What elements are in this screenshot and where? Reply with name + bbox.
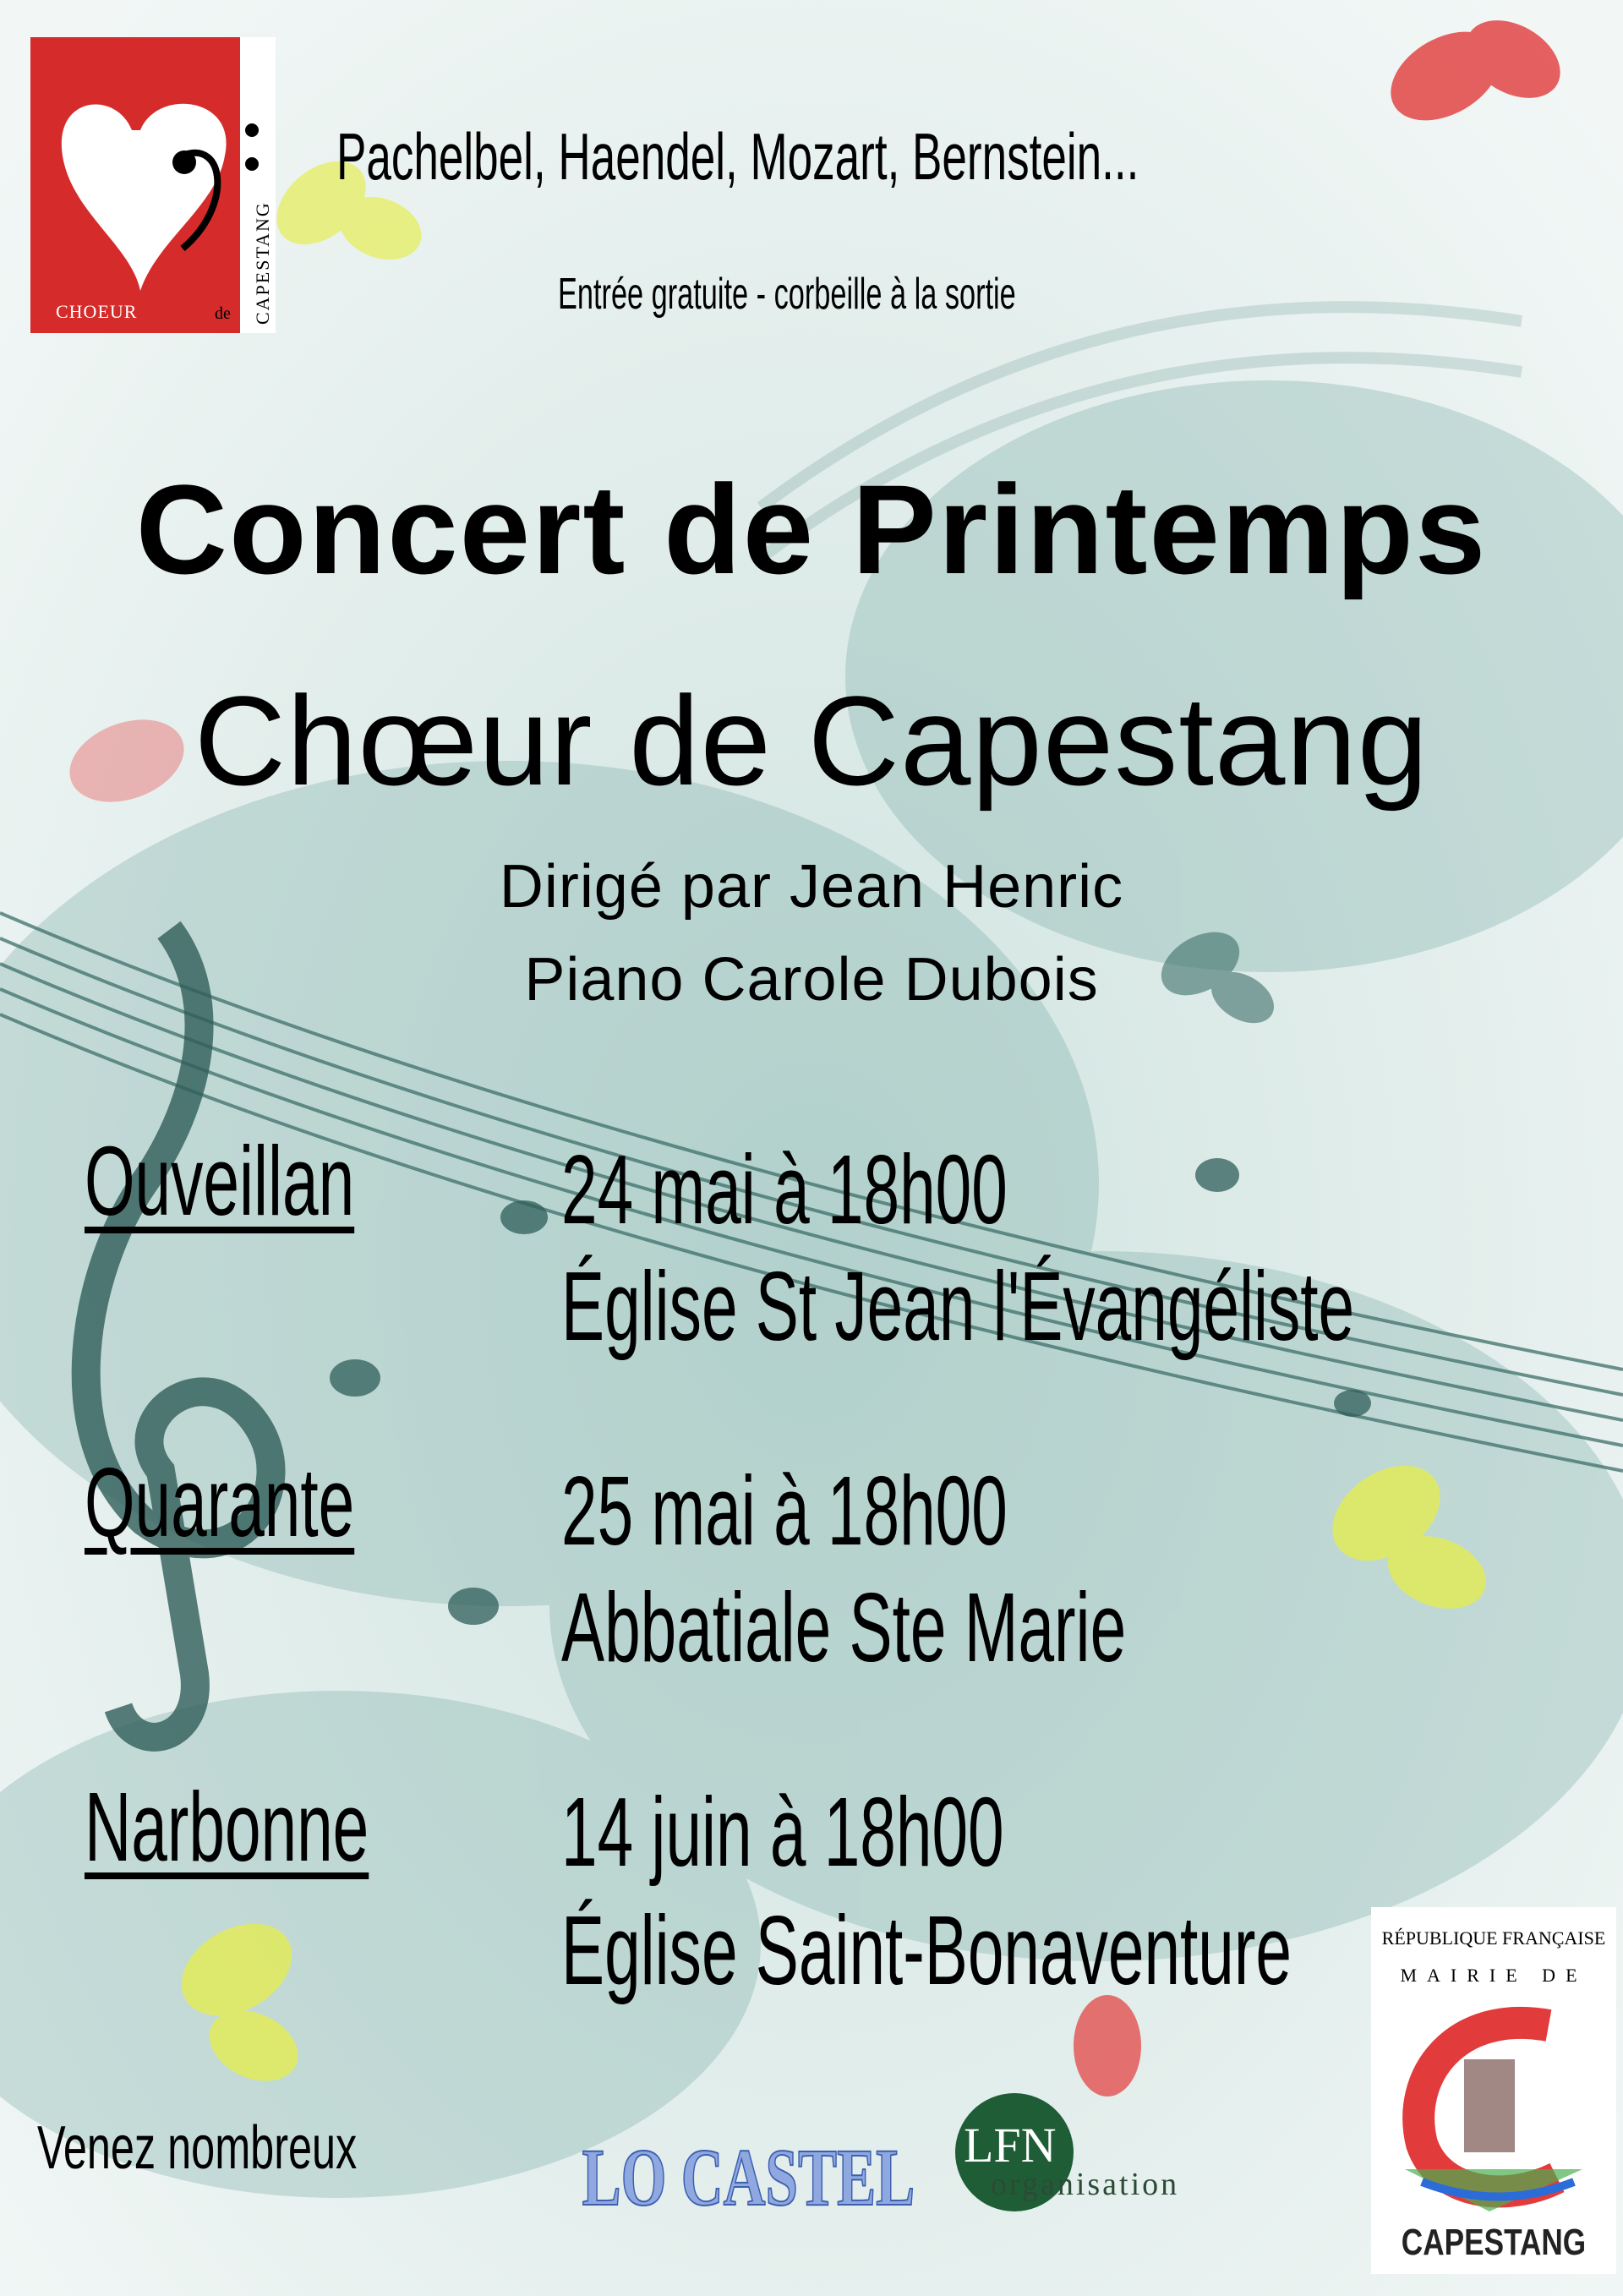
concert-date: 14 juin à 18h00 — [561, 1777, 1004, 1887]
lfn-text: LFN — [964, 2118, 1057, 2173]
butterfly-red-bottom-icon — [1074, 1995, 1141, 2096]
logo-de-text: de — [215, 304, 231, 323]
page-subtitle: Chœur de Capestang — [194, 670, 1429, 812]
mairie-capestang-logo — [1371, 1907, 1616, 2274]
republique-francaise-text: RÉPUBLIQUE FRANÇAISE — [1381, 1927, 1606, 1949]
concert-city: Ouveillan — [85, 1126, 355, 1236]
concert-city: Narbonne — [85, 1772, 369, 1882]
concert-venue: Église Saint-Bonaventure — [561, 1895, 1292, 2005]
lfn-organisation-logo — [955, 2093, 1214, 2211]
lfn-organisation-text: organisation — [991, 2167, 1180, 2202]
concert-venue: Abbatiale Ste Marie — [561, 1572, 1127, 1682]
choeur-logo — [30, 37, 276, 333]
mairie-de-text: MAIRIE DE — [1400, 1965, 1587, 1986]
composers-line: Pachelbel, Haendel, Mozart, Bernstein... — [336, 119, 1139, 194]
heart-bass-clef-icon — [30, 37, 276, 333]
concert-date: 24 mai à 18h00 — [561, 1134, 1008, 1244]
concert-city: Quarante — [85, 1447, 355, 1557]
capestang-c-emblem-icon — [1388, 2000, 1599, 2220]
concert-date: 25 mai à 18h00 — [561, 1456, 1008, 1566]
venez-nombreux-text: Venez nombreux — [37, 2114, 358, 2182]
director-credit: Dirigé par Jean Henric — [499, 853, 1124, 921]
concert-venue: Église St Jean l'Évangéliste — [561, 1251, 1355, 1361]
capestang-text: CAPESTANG — [1401, 2222, 1587, 2263]
entry-info: Entrée gratuite - corbeille à la sortie — [558, 270, 1016, 319]
lo-castel-logo: LO CASTEL — [582, 2132, 915, 2222]
logo-capestang-text: CAPESTANG — [252, 201, 273, 325]
pianist-credit: Piano Carole Dubois — [524, 946, 1099, 1014]
page-title: Concert de Printemps — [135, 458, 1488, 600]
logo-choeur-text: CHOEUR — [56, 301, 138, 322]
